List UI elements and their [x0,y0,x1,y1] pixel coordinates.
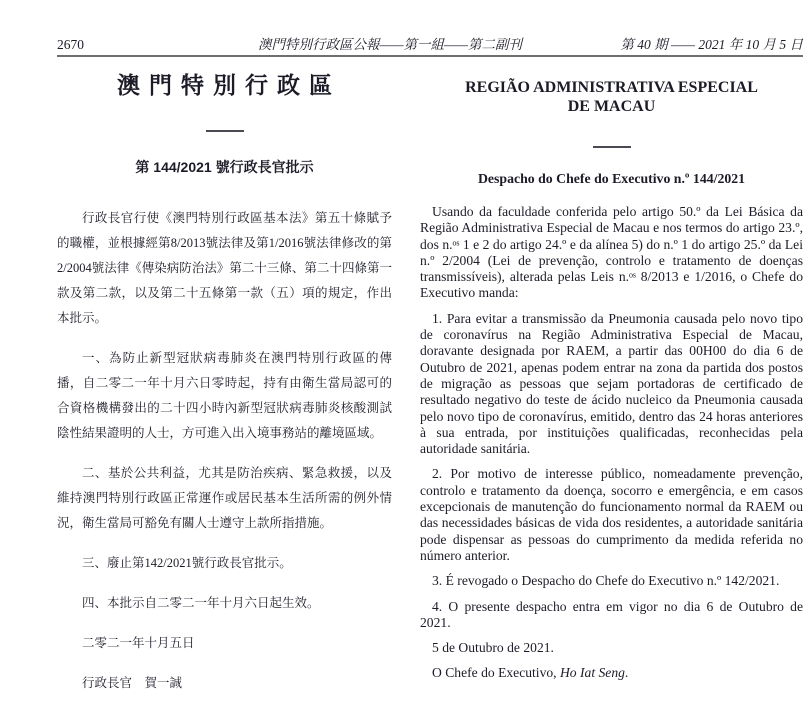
decree-heading-pt: Despacho do Chefe do Executivo n.º 144/2021 [477,171,746,186]
signature-pt [420,665,803,681]
decree-heading-zh: 第 144/2021 號行政長官批示 [135,159,314,175]
date-line-zh: 二零二一年十月五日 [82,636,195,650]
portuguese-column [420,60,803,691]
pt-paragraph-2: 2. Por motivo de interesse público, nomeadamente prevenção, controlo e tratamento da doença, socorro e emergência, e em casos excepcionais de manutenção do funcionamento normal da RAEM ou das necessidades básicas de vida dos residentes, a autoridade sanitária pode dispensar as pessoas do cumprimento da medida referida no número anterior. [420,466,803,563]
decree-body-zh [57,206,392,696]
region-title-zh: 澳門特別行政區 [117,73,341,98]
gazette-title: 澳門特別行政區公報——第一組——第二副刊 [257,37,522,52]
issue-date: 第 40 期 —— 2021 年 10 月 5 日 [620,37,803,52]
region-title-pt-line2: DE MACAU [567,98,656,115]
zh-paragraph-preamble: 行政長官行使《澳門特別行政區基本法》第五十條賦予的職權，並根據經第8/2013號法律及第1/2016號法律修改的第2/2004號法律《傳染病防治法》第二十三條、第二十四條第一款及第二款，以及第二十五條第一款（五）項的規定，作出本批示。 [57,211,392,325]
page-number: 2670 [57,37,84,52]
signature-pt-prefix: O Chefe do Executivo, [432,665,560,681]
region-title-pt [420,78,803,116]
date-line-pt: 5 de Outubro de 2021. [432,640,554,656]
signature-pt-name: Ho Iat Seng [559,665,625,681]
signature-pt-suffix: . [624,665,629,681]
zh-paragraph-4: 四、本批示自二零二一年十月六日起生效。 [82,596,320,610]
pt-paragraph-1: 1. Para evitar a transmissão da Pneumonia causada pelo novo tipo de coronavírus na Região Administrativa Especial de Macau, doravante designada por RAEM, a partir das 00H00 do dia 6 de Outubro de 2021, apenas podem entrar na zona da partida dos postos de migração as pessoas que sejam portadoras de certificado de resultado negativo do teste de ácido nucleico da Pneumonia causada pelo novo tipo de coronavírus, emitido, dentro das 24 horas anteriores à sua entrada, por instituições qualificadas, reconhecidas pela autoridade sanitária. [420,310,803,457]
decree-body-pt [420,204,803,682]
page-header [57,37,803,53]
signature-zh: 行政長官 賀一誠 [82,676,183,690]
pt-paragraph-4: 4. O presente despacho entra em vigor no dia 6 de Outubro de 2021. [420,598,803,630]
header-rule [57,55,803,57]
zh-paragraph-3: 三、廢止第142/2021號行政長官批示。 [82,556,292,570]
zh-paragraph-1: 一、為防止新型冠狀病毒肺炎在澳門特別行政區的傳播，自二零二一年十月六日零時起，持有由衛生當局認可的合資格機構發出的二十四小時內新型冠狀病毒肺炎核酸測試陰性結果證明的人士，方可進入出入境事務站的離境區域。 [57,351,392,440]
section-divider-zh [206,130,244,132]
chinese-column [57,60,392,711]
pt-paragraph-preamble: Usando da faculdade conferida pelo artigo 50.º da Lei Básica da Região Administrativa Especial de Macau e nos termos do artigo 23.º, dos n.ᵒˢ 1 e 2 do artigo 24.º e da alínea 5) do n.º 1 do artigo 25.º da Lei n.º 2/2004 (Lei de prevenção, controlo e tratamento de doenças transmissíveis), alterada pelas Leis n.ᵒˢ 8/2013 e 1/2016, o Chefe do Executivo manda: [420,204,803,301]
zh-paragraph-2: 二、基於公共利益，尤其是防治疾病、緊急救援，以及維持澳門特別行政區正常運作或居民基本生活所需的例外情況，衛生當局可豁免有關人士遵守上款所指措施。 [57,466,392,530]
region-title-pt-line1: REGIÃO ADMINISTRATIVA ESPECIAL [465,79,758,96]
pt-paragraph-3: 3. É revogado o Despacho do Chefe do Executivo n.º 142/2021. [432,573,780,589]
section-divider-pt [593,146,631,148]
